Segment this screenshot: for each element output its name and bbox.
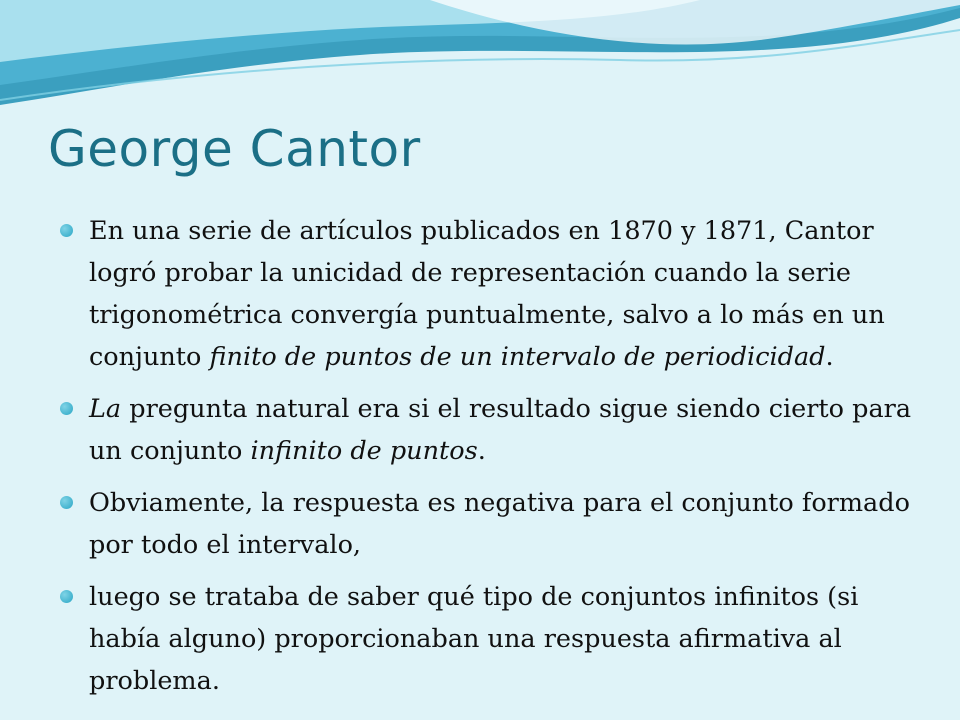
bullet-item-1 bbox=[60, 210, 930, 378]
bullet-3-text: Obviamente, la respuesta es negativa para el conjunto formado por todo el intervalo, bbox=[89, 488, 910, 560]
bullet-item-4 bbox=[60, 576, 930, 702]
bullet-item-2 bbox=[60, 388, 930, 472]
bullet-icon bbox=[60, 224, 73, 237]
bullet-2-text: pregunta natural era si el resultado sigue siendo cierto para un conjunto bbox=[89, 394, 912, 466]
bullet-1-emphasis: finito de puntos de un intervalo de periodicidad bbox=[209, 342, 826, 372]
slide-title: George Cantor bbox=[48, 120, 421, 178]
header-wave-decoration bbox=[0, 0, 960, 130]
bullet-list bbox=[60, 210, 930, 712]
bullet-icon bbox=[60, 402, 73, 415]
bullet-4-text: luego se trataba de saber qué tipo de conjuntos infinitos (si había alguno) proporcionaban una respuesta afirmativa al problema. bbox=[89, 582, 859, 696]
bullet-icon bbox=[60, 496, 73, 509]
bullet-item-3 bbox=[60, 482, 930, 566]
bullet-2-emphasis-start: La bbox=[89, 394, 122, 424]
bullet-1-text: En una serie de artículos publicados en 1870 y 1871, Cantor logró probar la unicidad de representación cuando la serie trigonométrica convergía puntualmente, salvo a lo más en un conjunto bbox=[89, 216, 885, 372]
bullet-2-end: . bbox=[477, 436, 486, 466]
bullet-2-emphasis: infinito de puntos bbox=[250, 436, 478, 466]
bullet-icon bbox=[60, 590, 73, 603]
bullet-1-end: . bbox=[825, 342, 834, 372]
